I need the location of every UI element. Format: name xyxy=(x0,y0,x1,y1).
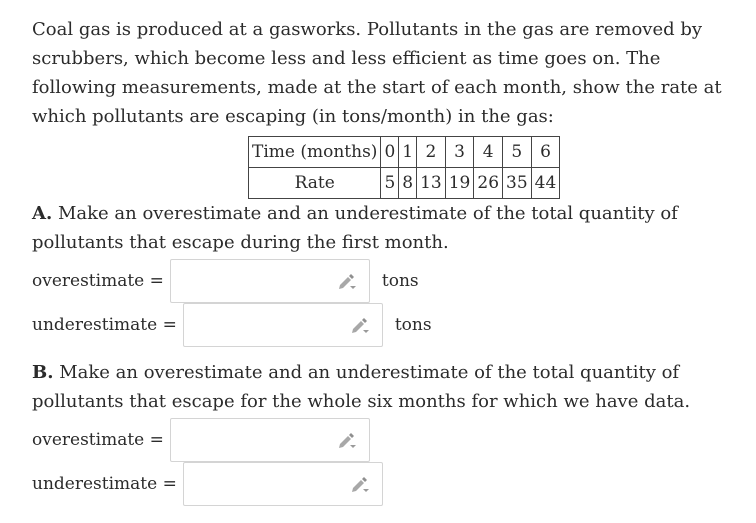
part-b-text: Make an overestimate and an underestimate of the total quantity of pollutants that escape for the whole six months for which we have data. xyxy=(32,362,691,412)
rate-cell: 44 xyxy=(531,168,560,199)
part-b-question xyxy=(32,358,752,416)
part-b-label: B. xyxy=(32,362,54,383)
rate-row-header: Rate xyxy=(249,168,381,199)
time-cell: 4 xyxy=(474,137,503,168)
part-a-text: Make an overestimate and an underestimate of the total quantity of pollutants that escape during the first month. xyxy=(32,203,678,253)
time-cell: 6 xyxy=(531,137,560,168)
time-cell: 1 xyxy=(399,137,417,168)
part-b-overestimate-row xyxy=(32,418,370,462)
pencil-icon xyxy=(337,431,357,449)
pencil-icon xyxy=(350,316,370,334)
part-a-overestimate-row xyxy=(32,259,419,303)
rate-cell: 8 xyxy=(399,168,417,199)
time-cell: 0 xyxy=(381,137,399,168)
part-a-overestimate-label: overestimate = xyxy=(32,271,164,291)
pencil-icon xyxy=(350,475,370,493)
part-a-overestimate-input[interactable] xyxy=(170,259,370,303)
measurements-table xyxy=(248,136,560,199)
part-b-overestimate-label: overestimate = xyxy=(32,430,164,450)
time-cell: 5 xyxy=(503,137,532,168)
rate-cell: 5 xyxy=(381,168,399,199)
part-b-underestimate-row xyxy=(32,462,383,506)
part-b-underestimate-label: underestimate = xyxy=(32,474,177,494)
part-a-underestimate-unit: tons xyxy=(394,315,432,335)
part-b-underestimate-input[interactable] xyxy=(183,462,383,506)
part-b-overestimate-input[interactable] xyxy=(170,418,370,462)
part-a-overestimate-unit: tons xyxy=(381,271,419,291)
part-a-underestimate-label: underestimate = xyxy=(32,315,177,335)
part-a-underestimate-input[interactable] xyxy=(183,303,383,347)
rate-cell: 26 xyxy=(474,168,503,199)
time-cell: 2 xyxy=(417,137,446,168)
problem-intro: Coal gas is produced at a gasworks. Pollutants in the gas are removed by scrubbers, which become less and less efficient as time goes on. The following measurements, made at the start of each month, show the rate at which pollutants are escaping (in tons/month) in the gas: xyxy=(32,19,722,127)
part-a-label: A. xyxy=(32,203,53,224)
rate-cell: 19 xyxy=(445,168,474,199)
pencil-icon xyxy=(337,272,357,290)
time-row xyxy=(249,137,560,168)
time-cell: 3 xyxy=(445,137,474,168)
rate-row xyxy=(249,168,560,199)
rate-cell: 13 xyxy=(417,168,446,199)
part-a-underestimate-row xyxy=(32,303,432,347)
part-a-question xyxy=(32,199,752,257)
time-row-header: Time (months) xyxy=(249,137,381,168)
rate-cell: 35 xyxy=(503,168,532,199)
